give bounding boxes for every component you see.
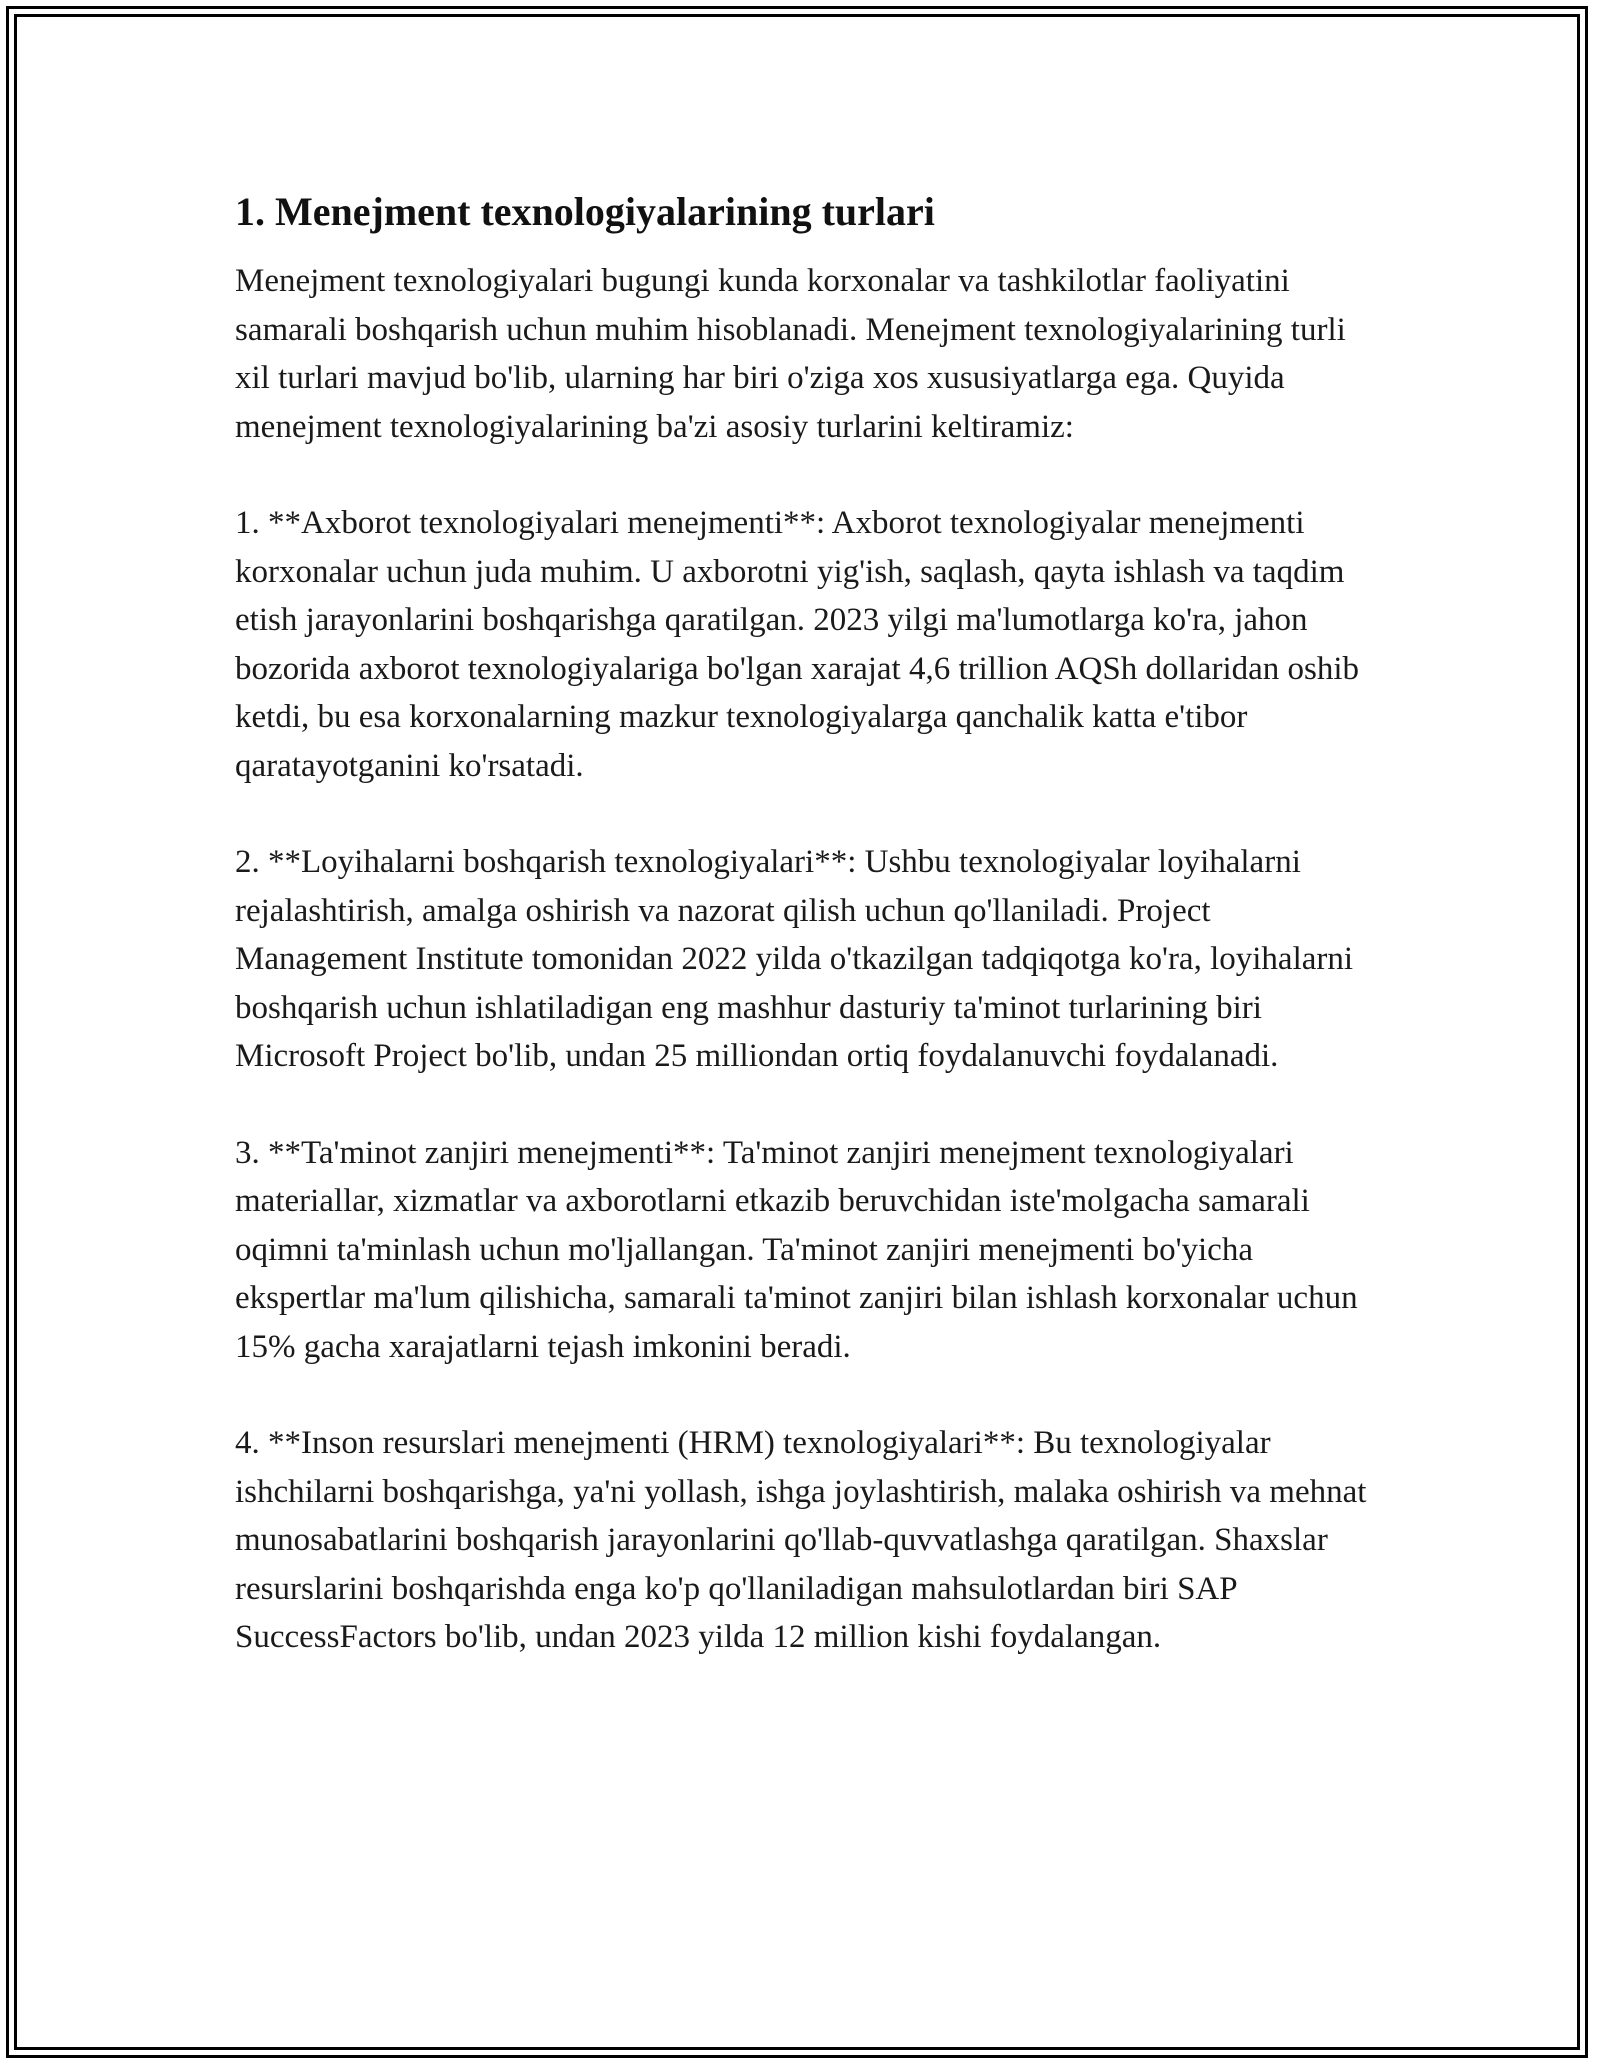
list-item-3: 3. **Ta'minot zanjiri menejmenti**: Ta'minot zanjiri menejment texnologiyalari materiallar, xizmatlar va axborotlarni etkazib beruvchidan iste'molgacha samarali oqimni ta'minlash uchun mo'ljallangan. Ta'minot zanjiri menejmenti bo'yicha ekspertlar ma'lum qilishicha, samarali ta'minot zanjiri bilan ishlash korxonalar uchun 15% gacha xarajatlarni tejash imkonini beradi. bbox=[235, 1134, 1358, 1365]
list-item-1: 1. **Axborot texnologiyalari menejmenti**: Axborot texnologiyalar menejmenti korxonalar uchun juda muhim. U axborotni yig'ish, saqlash, qayta ishlash va taqdim etish jarayonlarini boshqarishga qaratilgan. 2023 yilgi ma'lumotlarga ko'ra, jahon bozorida axborot texnologiyalariga bo'lgan xarajat 4,6 trillion AQSh dollaridan oshib ketdi, bu esa korxonalarning mazkur texnologiyalarga qanchalik katta e'tibor qaratayotganini ko'rsatadi. bbox=[235, 505, 1360, 784]
intro-paragraph: Menejment texnologiyalari bugungi kunda korxonalar va tashkilotlar faoliyatini samarali boshqarish uchun muhim hisoblanadi. Menejment texnologiyalarining turli xil turlari mavjud bo'lib, ularning har biri o'ziga xos xususiyatlarga ega. Quyida menejment texnologiyalarining ba'zi asosiy turlarini keltiramiz: bbox=[235, 263, 1346, 445]
document-body bbox=[235, 185, 1375, 1710]
list-item-2: 2. **Loyihalarni boshqarish texnologiyalari**: Ushbu texnologiyalar loyihalarni rejalashtirish, amalga oshirish va nazorat qilish uchun qo'llaniladi. Project Management Institute tomonidan 2022 yilda o'tkazilgan tadqiqotga ko'ra, loyihalarni boshqarish uchun ishlatiladigan eng mashhur dasturiy ta'minot turlarining biri Microsoft Project bo'lib, undan 25 milliondan ortiq foydalanuvchi foydalanadi. bbox=[235, 844, 1354, 1074]
list-item-4: 4. **Inson resurslari menejmenti (HRM) texnologiyalari**: Bu texnologiyalar ishchilarni boshqarishga, ya'ni yollash, ishga joylashtirish, malaka oshirish va mehnat munosabatlarini boshqarish jarayonlarini qo'llab-quvvatlashga qaratilgan. Shaxslar resurslarini boshqarishda enga ko'p qo'llaniladigan mahsulotlardan biri SAP SuccessFactors bo'lib, undan 2023 yilda 12 million kishi foydalangan. bbox=[235, 1425, 1367, 1655]
section-heading: 1. Menejment texnologiyalarining turlari bbox=[235, 189, 935, 234]
